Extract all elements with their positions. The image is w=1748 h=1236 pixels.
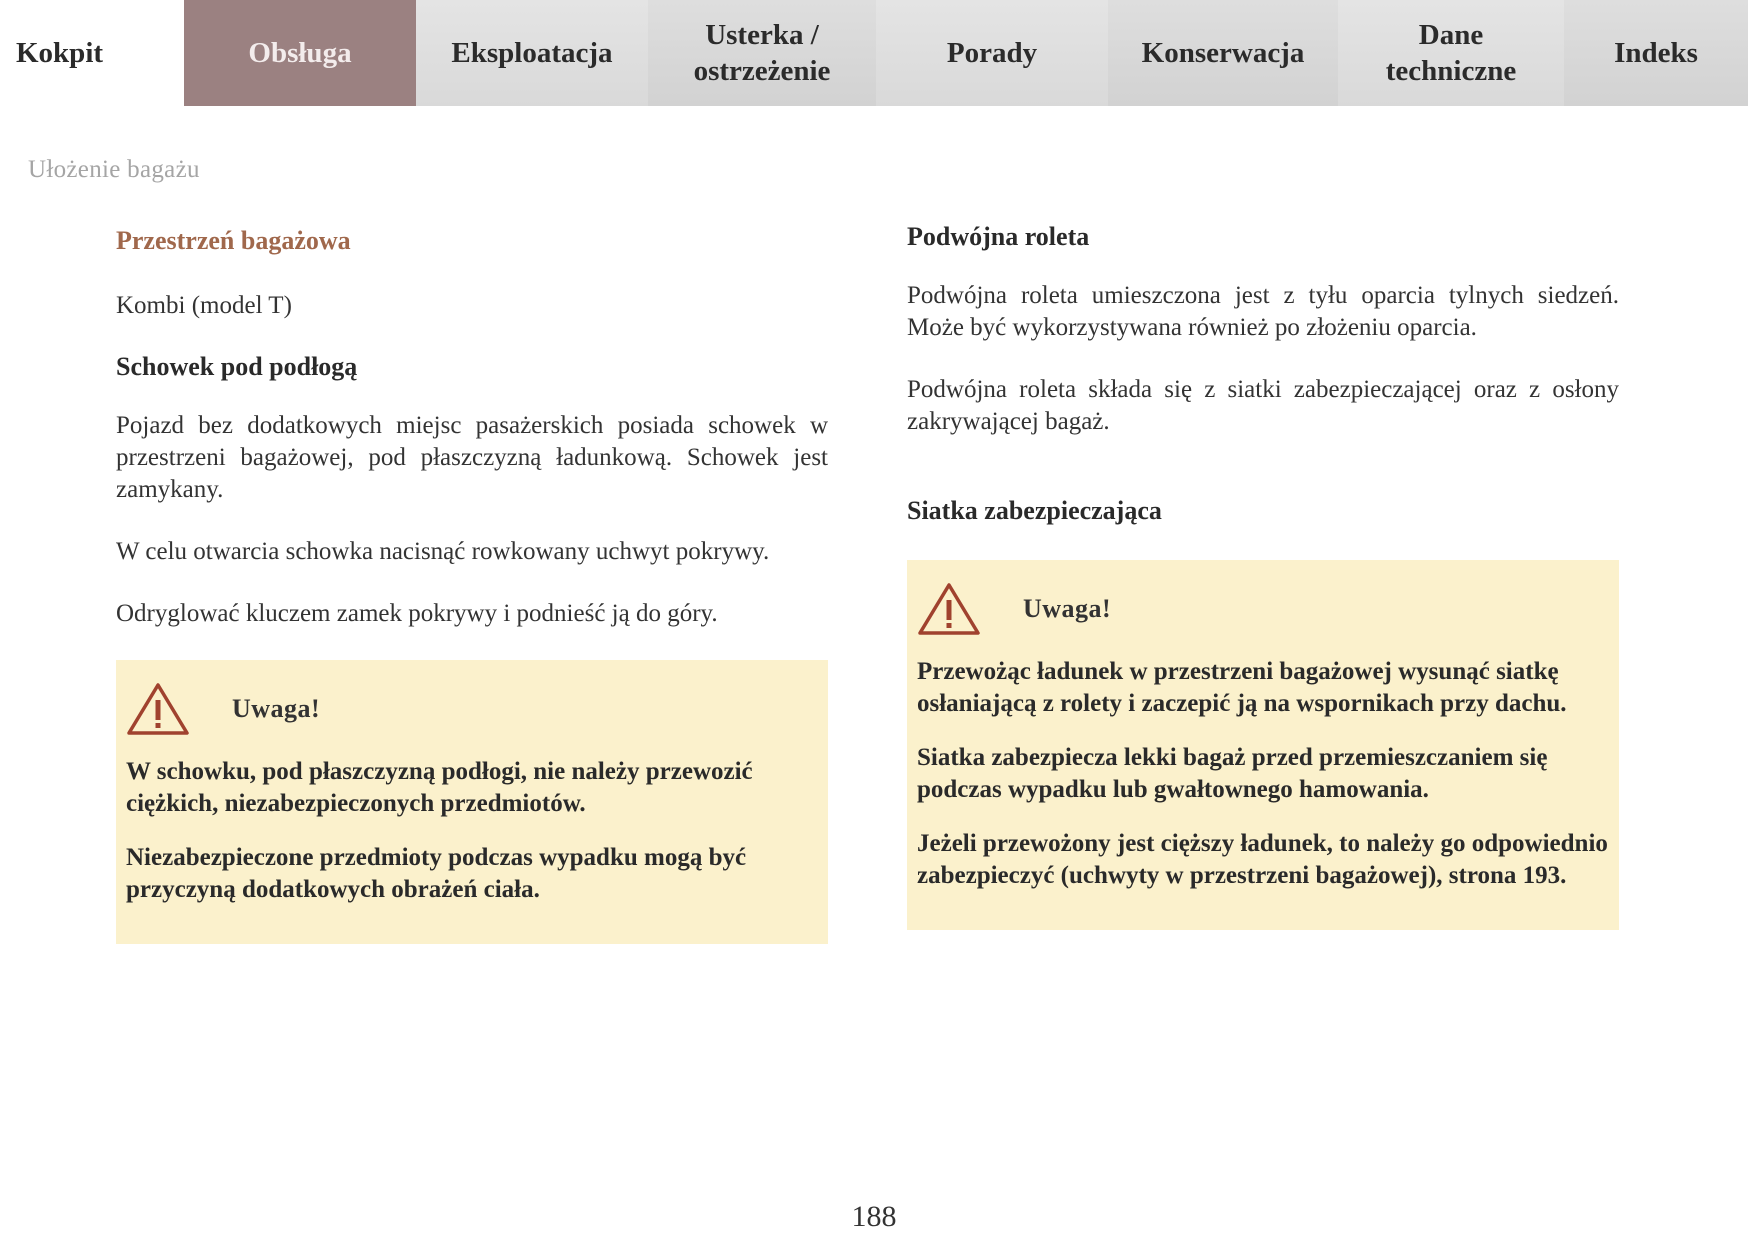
warning-triangle-icon	[917, 582, 981, 636]
warning-box	[116, 660, 828, 944]
warning-title: Uwaga!	[232, 694, 321, 723]
tab-label: Kokpit	[16, 37, 104, 69]
tab-porady[interactable]	[876, 0, 1108, 106]
body-paragraph: W celu otwarcia schowka nacisnąć rowkowany uchwyt pokrywy.	[116, 538, 770, 565]
tab-obsluga[interactable]	[184, 0, 416, 106]
warning-paragraph: Przewożąc ładunek w przestrzeni bagażowej wysunąć siatkę osłaniającą z rolety i zaczepić ją na wspornikach przy dachu.	[917, 658, 1567, 717]
tab-dane-techniczne[interactable]	[1338, 0, 1564, 106]
warning-title: Uwaga!	[1023, 594, 1112, 623]
tab-label: Eksploatacja	[451, 37, 613, 69]
body-paragraph: Podwójna roleta umieszczona jest z tyłu oparcia tylnych siedzeń. Może być wykorzystywana również po złożeniu oparcia.	[907, 282, 1619, 341]
warning-header	[126, 682, 820, 736]
subtitle-safety-net: Siatka zabezpieczająca	[907, 496, 1162, 525]
warning-header	[917, 582, 1611, 636]
tab-usterka-ostrzezenie[interactable]	[648, 0, 876, 106]
tab-label: Dane techniczne	[1385, 19, 1517, 87]
tab-indeks[interactable]	[1564, 0, 1748, 106]
tab-label: Indeks	[1614, 37, 1698, 69]
breadcrumb: Ułożenie bagażu	[28, 156, 200, 183]
subtitle-double-roller-blind: Podwójna roleta	[907, 222, 1090, 251]
warning-paragraph: Jeżeli przewożony jest cięższy ładunek, to należy go odpowiednio zabezpieczyć (uchwyty w przestrzeni bagażowej), strona 193.	[917, 830, 1608, 889]
chapter-tab-bar	[0, 0, 1748, 106]
tab-label: Usterka / ostrzeżenie	[693, 19, 831, 87]
tab-eksploatacja[interactable]	[416, 0, 648, 106]
body-paragraph: Odryglować kluczem zamek pokrywy i podnieść ją do góry.	[116, 600, 718, 627]
left-column	[116, 226, 828, 944]
warning-box	[907, 560, 1619, 930]
warning-paragraph: W schowku, pod płaszczyzną podłogi, nie należy przewozić ciężkich, niezabezpieczonych przedmiotów.	[126, 758, 753, 817]
warning-paragraph: Niezabezpieczone przedmioty podczas wypadku mogą być przyczyną dodatkowych obrażeń ciała.	[126, 844, 747, 903]
warning-paragraph: Siatka zabezpiecza lekki bagaż przed przemieszczaniem się podczas wypadku lub gwałtownego hamowania.	[917, 744, 1548, 803]
tab-kokpit[interactable]	[0, 0, 184, 106]
tab-label: Porady	[946, 37, 1038, 69]
tab-label: Konserwacja	[1141, 37, 1305, 69]
right-column	[907, 222, 1619, 930]
subtitle-underfloor-storage: Schowek pod podłogą	[116, 352, 358, 381]
tab-label: Obsługa	[248, 37, 352, 69]
body-paragraph: Pojazd bez dodatkowych miejsc pasażerskich posiada schowek w przestrzeni bagażowej, pod płaszczyzną ładunkową. Schowek jest zamykany.	[116, 412, 828, 503]
section-title: Przestrzeń bagażowa	[116, 226, 351, 255]
tab-konserwacja[interactable]	[1108, 0, 1338, 106]
model-text: Kombi (model T)	[116, 292, 292, 319]
warning-triangle-icon	[126, 682, 190, 736]
page-number: 188	[851, 1200, 897, 1233]
body-paragraph: Podwójna roleta składa się z siatki zabezpieczającej oraz z osłony zakrywającej bagaż.	[907, 376, 1619, 435]
